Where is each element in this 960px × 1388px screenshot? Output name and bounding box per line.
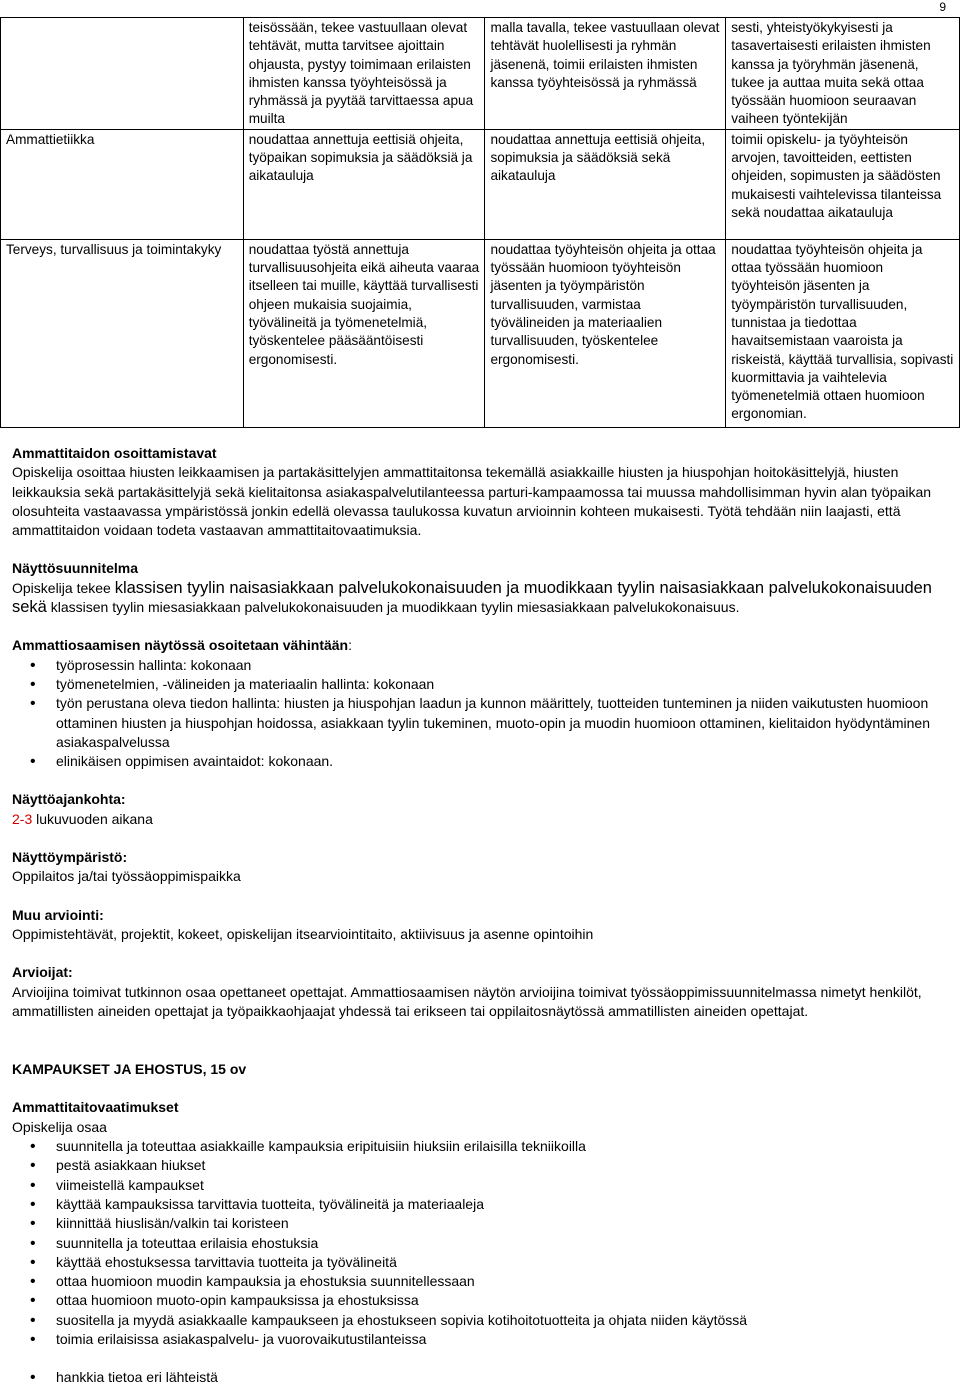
criteria-cell-good: noudattaa annettuja eettisiä ohjeita, sopimuksia ja säädöksiä sekä aikatauluja [485, 129, 726, 239]
section-heading-line [12, 636, 948, 655]
table-row [1, 239, 960, 427]
criteria-name-cell: Ammattietiikka [1, 129, 244, 239]
text-span: lukuvuoden aikana [32, 810, 153, 827]
list-item: • pestä asiakkaan hiukset [56, 1156, 948, 1175]
document-body [12, 444, 948, 1388]
table-row [1, 18, 960, 130]
text-span: klassisen tyylin miesasiakkaan palvelukokonaisuuden ja muodikkaan tyylin miesasiakkaan palvelukokonaisuus. [46, 599, 740, 616]
list-item: • ottaa huomioon muodin kampauksia ja ehostuksia suunnitellessaan [56, 1272, 948, 1291]
text-span: Opiskelija tekee [12, 579, 115, 596]
module-title: KAMPAUKSET JA EHOSTUS, 15 ov [12, 1061, 247, 1078]
paragraph [12, 810, 948, 829]
list-item: • työprosessin hallinta: kokonaan [56, 656, 948, 675]
list-item: • hankkia tietoa eri lähteistä [56, 1368, 948, 1387]
paragraph: Oppilaitos ja/tai työssäoppimispaikka [12, 868, 241, 885]
section-heading: Ammattitaidon osoittamistavat [12, 445, 217, 461]
assessment-criteria-table [0, 17, 960, 428]
section-heading: Muu arviointi: [12, 906, 104, 923]
criteria-name-cell [1, 18, 244, 130]
list-item: • suositella ja myydä asiakkaalle kampaukseen ja ehostukseen sopivia kotihoitotuotteita ja ohjata niiden käytössä [56, 1311, 948, 1330]
criteria-cell-satisfactory: teisössään, tekee vastuullaan olevat tehtävät, mutta tarvitsee ajoittain ohjausta, pystyy toimimaan erilaisten ihmisten kanssa työyhteisössä ja ryhmässä ja pyytää tarvittaessa apua muilta [243, 18, 485, 130]
criteria-cell-excellent: sesti, yhteistyökykyisesti ja tasavertaisesti erilaisten ihmisten kanssa ja työryhmän jäsenenä, tukee ja auttaa muita sekä ottaa työssään huomioon seuraavan vaiheen työntekijän [726, 18, 960, 130]
paragraph [12, 579, 948, 618]
criteria-cell-excellent: toimii opiskelu- ja työyhteisön arvojen, tavoitteiden, eettisten ohjeiden, sopimusten ja säädösten mukaisesti vaihtelevissa tilanteissa sekä noudattaa aikatauluja [726, 129, 960, 239]
paragraph: Opiskelija osaa [12, 1118, 107, 1135]
criteria-cell-good: malla tavalla, tekee vastuullaan olevat tehtävät huolellisesti ja ryhmän jäsenenä, toimii erilaisten ihmisten kanssa työyhteisössä ja ryhmässä [485, 18, 726, 130]
list-item: • käyttää kampauksissa tarvittavia tuotteita, työvälineitä ja materiaaleja [56, 1195, 948, 1214]
paragraph: Arvioijina toimivat tutkinnon osaa opettaneet opettajat. Ammattiosaamisen näytön arvioijina toimivat työssäoppimissuunnitelmassa nimetyt henkilöt, ammatillisten aineiden opettajat ja työpaikkaohjaajat yhdessä tai erikseen tai oppilaitosnäytössä ammatillisten aineiden opettajat. [12, 983, 922, 1019]
list-item: • elinikäisen oppimisen avaintaidot: kokonaan. [56, 752, 948, 771]
list-item: • kiinnittää hiuslisän/valkin tai koristeen [56, 1214, 948, 1233]
section-heading: Arvioijat: [12, 964, 73, 981]
section-heading: Näyttösuunnitelma [12, 560, 139, 577]
paragraph: Oppimistehtävät, projektit, kokeet, opiskelijan itsearviointitaito, aktiivisuus ja asenne opintoihin [12, 925, 594, 942]
list-item: • ottaa huomioon muoto-opin kampauksissa ja ehostuksissa [56, 1291, 948, 1310]
criteria-name-cell: Terveys, turvallisuus ja toimintakyky [1, 239, 244, 427]
criteria-cell-good: noudattaa työyhteisön ohjeita ja ottaa työssään huomioon työyhteisön jäsenten ja työympäristön turvallisuuden, varmistaa työvälineiden ja materiaalien turvallisuuden, työskentelee ergonomisesti. [485, 239, 726, 427]
list-item: • suunnitella ja toteuttaa asiakkaille kampauksia eripituisiin hiuksiin erilaisilla tekniikoilla [56, 1137, 948, 1156]
table-row [1, 129, 960, 239]
paragraph: Opiskelija osoittaa hiusten leikkaamisen ja partakäsittelyjen ammattitaitonsa tekemällä asiakkaille hiusten ja hiuspohjan hoitokäsittelyjä, hiusten leikkauksia sekä partakäsittelyjä sekä kielitaitonsa asiakaspalvelutilanteessa parturi-kampaamossa tai muussa mahdollisimman hyvin alan työpaikan olosuhteita vastaavassa ympäristössä jonkin edellä olevassa taulukossa kuvatun arvioinnin kohteen mukaisesti. Työtä tehdään niin laajasti, että ammattitaidon voidaan todeta vastaavan ammattitaitovaatimuksia. [12, 464, 932, 539]
highlighted-text: 2-3 [12, 810, 33, 827]
section-heading: Ammattiosaamisen näytössä osoitetaan vähintään [12, 637, 349, 654]
list-item: • toimia erilaisissa asiakaspalvelu- ja vuorovaikutustilanteissa [56, 1330, 948, 1349]
section-heading: Ammattitaitovaatimukset [12, 1099, 179, 1116]
criteria-cell-satisfactory: noudattaa annettuja eettisiä ohjeita, työpaikan sopimuksia ja säädöksiä ja aikatauluja [243, 129, 485, 239]
list-item: • suunnitella ja toteuttaa erilaisia ehostuksia [56, 1234, 948, 1253]
criteria-cell-satisfactory: noudattaa työstä annettuja turvallisuusohjeita eikä aiheuta vaaraa itselleen tai muille, käyttää turvallisesti ohjeen mukaisia suojaimia, työvälineitä ja työmenetelmiä, työskentelee pääsääntöisesti ergonomisesti. [243, 239, 485, 427]
bullet-list [12, 656, 948, 772]
bullet-list [12, 1137, 948, 1349]
bullet-list [12, 1368, 948, 1387]
section-heading: Näyttöympäristö: [12, 849, 128, 866]
list-item: • työmenetelmien, -välineiden ja materiaalin hallinta: kokonaan [56, 675, 948, 694]
list-item: • viimeistellä kampaukset [56, 1176, 948, 1195]
text-span: klassisen tyylin naisasiakkaan palvelukokonaisuuden ja muodikkaan tyylin naisasiakkaan palvelukokonaisuuden sekä [12, 578, 932, 617]
list-item: • työn perustana oleva tiedon hallinta: hiusten ja hiuspohjan laadun ja kunnon määrittely, tuotteiden tunteminen ja niiden vaikutusten huomioon ottaminen hiusten ja hiuspohjan hoidossa, asiakkaan tyylin tukeminen, muoto-opin ja muodin huomioon ottaminen, kielitaidon hyödyntäminen asiakaspalvelussa [56, 694, 948, 752]
list-item: • käyttää ehostuksessa tarvittavia tuotteita ja työvälineitä [56, 1253, 948, 1272]
text-span: : [348, 637, 352, 654]
page-number: 9 [939, 0, 946, 14]
section-heading: Näyttöajankohta: [12, 791, 126, 808]
criteria-cell-excellent: noudattaa työyhteisön ohjeita ja ottaa työssään huomioon työyhteisön jäsenten ja työympäristön turvallisuuden, tunnistaa ja tiedottaa havaitsemistaan vaaroista ja riskeistä, käyttää turvallisia, sopivasti kuormittavia ja vaihtelevia työmenetelmiä ottaen huomioon ergonomian. [726, 239, 960, 427]
